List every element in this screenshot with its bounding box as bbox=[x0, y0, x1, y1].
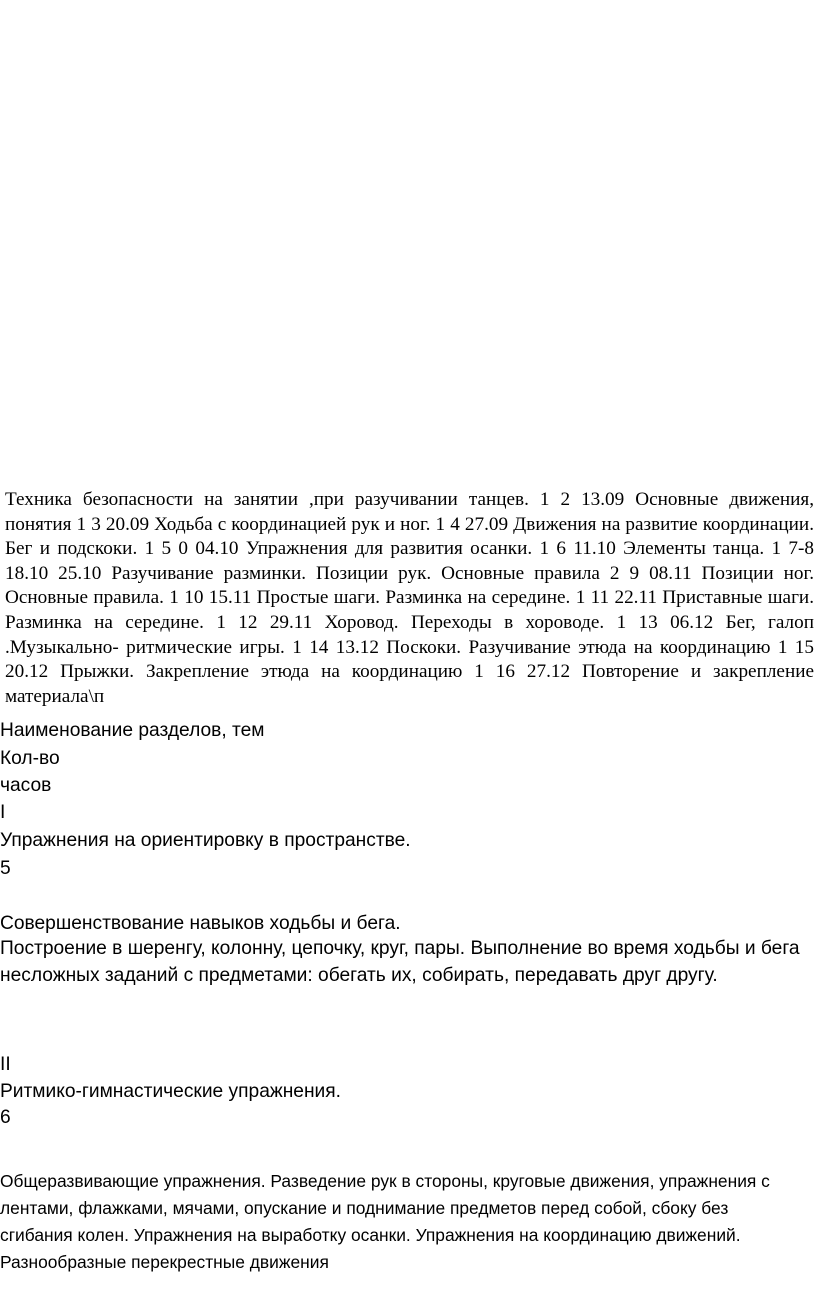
section-2-description: Общеразвивающие упражнения. Разведение рук в стороны, круговые движения, упражнения с лентами, флажками, мячами, опускание и поднимание предметов перед собой, сбоку без сгибания колен. Упражнения на выработку осанки. Упражнения на координацию движений. Разнообразные перекрестные движения bbox=[0, 1171, 770, 1272]
section-1-hours: 5 bbox=[0, 858, 11, 879]
lesson-schedule-text: Техника безопасности на занятии ,при разучивании танцев. 1 2 13.09 Основные движения, понятия 1 3 20.09 Ходьба с координацией рук и ног. 1 4 27.09 Движения на развитие координации. Бег и подскоки. 1 5 0 04.10 Упражнения для развития осанки. 1 6 11.10 Элементы танца. 1 7-8 18.10 25.10 Разучивание разминки. Позиции рук. Основные правила 2 9 08.11 Позиции ног. Основные правила. 1 10 15.11 Простые шаги. Разминка на середине. 1 11 22.11 Приставные шаги. Разминка на середине. 1 12 29.11 Хоровод. Переходы в хороводе. 1 13 06.12 Бег, галоп .Музыкально- ритмические игры. 1 14 13.12 Поскоки. Разучивание этюда на координацию 1 15 20.12 Прыжки. Закрепление этюда на координацию 1 16 27.12 Повторение и закрепление материала\п bbox=[5, 489, 814, 707]
section-2-title: Ритмико-гимнастические упражнения. bbox=[0, 1081, 341, 1102]
table-header-count: Кол-во bbox=[0, 748, 60, 769]
table-header-hours: часов bbox=[0, 775, 52, 796]
table-header-sections: Наименование разделов, тем bbox=[0, 720, 265, 741]
section-1-subtitle: Совершенствование навыков ходьбы и бега. bbox=[0, 913, 401, 934]
section-1-title: Упражнения на ориентировку в пространстве. bbox=[0, 830, 411, 851]
lesson-schedule-paragraph bbox=[0, 488, 814, 709]
section-1-number: I bbox=[0, 802, 6, 823]
section-2-number: II bbox=[0, 1054, 11, 1075]
section-2-hours: 6 bbox=[0, 1107, 11, 1128]
section-1-description: Построение в шеренгу, колонну, цепочку, круг, пары. Выполнение во время ходьбы и бега несложных заданий с предметами: обегать их, собирать, передавать друг другу. bbox=[0, 938, 800, 986]
